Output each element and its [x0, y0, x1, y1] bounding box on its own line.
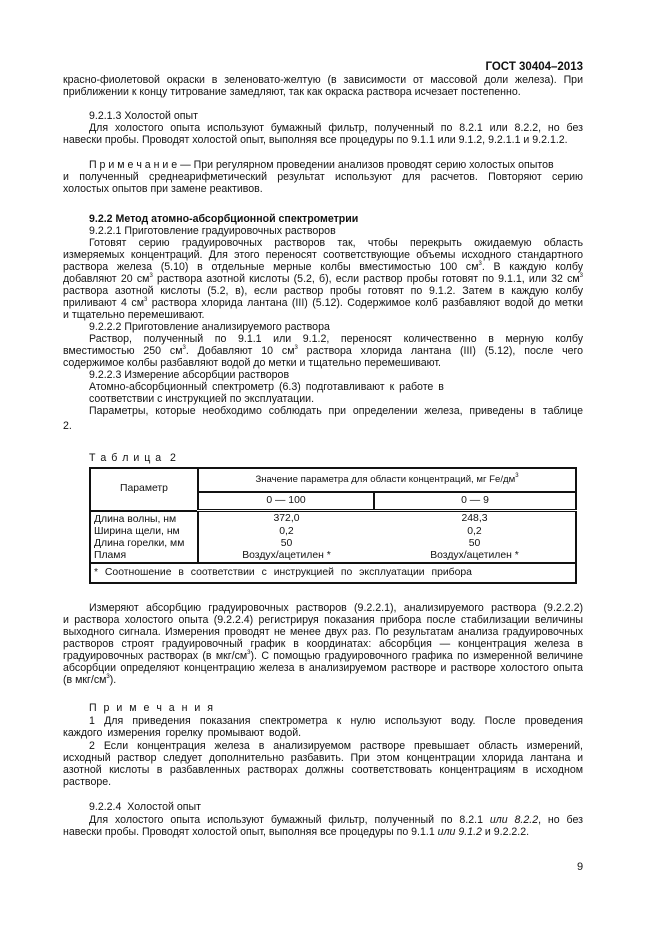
- text-line: [63, 674, 583, 686]
- value-cell: 372,0: [273, 512, 300, 524]
- page-number: 9: [577, 861, 584, 873]
- text-line: выходного сигнала. Измерения проводят не менее двух раз. По результатам анализа градуировочных: [63, 626, 583, 638]
- text-line: Атомно-абсорбционный спектрометр (6.3) подготавливают к работе в: [89, 381, 444, 393]
- text-span: ). С помощью градуировочного графика по измеренной величине: [250, 650, 583, 662]
- text-span-italic: или 9.1.2: [437, 826, 482, 838]
- text-line: [63, 826, 583, 838]
- text-line: 2.: [63, 420, 72, 432]
- text-span: . В каждую колбу: [481, 261, 583, 273]
- text-span: ).: [109, 674, 117, 686]
- notes-label: П р и м е ч а н и я: [89, 702, 216, 714]
- superscript: 3: [106, 674, 110, 680]
- section-heading: 9.2.2 Метод атомно-абсорбционной спектрометрии: [89, 213, 359, 225]
- note-label: П р и м е ч а н и е: [89, 159, 178, 171]
- text-span: раствора хлорида лантана (III) (5.12), после чего: [297, 345, 583, 357]
- superscript: 3: [515, 473, 519, 479]
- text-line: [63, 261, 583, 273]
- text-span: навески пробы. Проводят холостой опыт, выполняя все процедуры по 9.1.1: [63, 826, 438, 838]
- text-span: добавляют 20 см: [63, 273, 150, 285]
- text-line: Для холостого опыта используют бумажный фильтр, полученный по 8.2.1 или 8.2.2, но без: [89, 122, 583, 134]
- text-span: раствора железа (5.10) в отдельные мерные колбы вместимостью 100 см: [63, 261, 479, 273]
- table-row: [90, 538, 576, 550]
- text-line: Раствор, полученный по 9.1.1 или 9.1.2, переносят количественно в мерную колбу: [89, 333, 583, 345]
- subsection-heading: 9.2.2.3 Измерение абсорбции растворов: [89, 369, 290, 381]
- text-span: , но без: [538, 814, 584, 826]
- text-line: растворе.: [63, 776, 112, 788]
- value-cell: Воздух/ацетилен *: [242, 549, 331, 561]
- value-cell: Воздух/ацетилен *: [374, 550, 576, 563]
- text-line: Готовят серию градуировочных растворов так, чтобы перекрыть ожидаемую область: [89, 237, 583, 249]
- header-text: Значение параметра для области концентраций, мг Fe/дм: [255, 474, 516, 485]
- text-line: [63, 650, 583, 662]
- value-cell: 0,2: [279, 525, 294, 537]
- text-line: холостых опытов при замене реактивов.: [63, 183, 263, 195]
- range-header: 0 — 100: [198, 492, 374, 511]
- text-line: раствора азотной кислоты (5.2, в), если раствор пробы готовят по 9.1.2. Затем в каждую колбу: [63, 285, 583, 297]
- text-span: раствора азотной кислоты (5.2, б), если раствор пробы готовят по 9.1.1, или 32 см: [152, 273, 580, 285]
- superscript: 3: [182, 345, 186, 351]
- text-line: [63, 345, 583, 357]
- text-span: . Добавляют 10 см: [185, 345, 295, 357]
- text-line: растворов строят градуировочный график в координатах: абсорбция — концентрация железа в: [63, 638, 583, 650]
- text-line: азотной кислоты в разбавленных растворах должны соответствовать концентрациям в исходном: [63, 764, 583, 776]
- superscript: 3: [579, 273, 583, 279]
- text-line: и полученный среднеарифметический результат используют для расчетов. Повторяют серию: [63, 171, 583, 183]
- superscript: 3: [149, 273, 153, 279]
- table-footnote: * Соотношение в соответствии с инструкцией по эксплуатации прибора: [90, 563, 576, 583]
- subsection-heading: 9.2.2.4 Холостой опыт: [89, 801, 201, 813]
- table-row: [90, 526, 576, 538]
- value-cell: 50: [374, 538, 576, 550]
- text-line: красно-фиолетовой окраски в зеленовато-желтую (в зависимости от массовой доли железа). При: [63, 74, 583, 86]
- superscript: 3: [247, 650, 251, 656]
- text-line: исходный раствор следует дополнительно разбавить. При этом концентрации хлорида лантана и: [63, 752, 583, 764]
- text-line: [63, 297, 583, 309]
- text-span: вместимостью 250 см: [63, 345, 183, 357]
- text-span-italic: или 8.2.2: [489, 814, 539, 826]
- note-text: — При регулярном проведении анализов проводят серию холостых опытов: [180, 159, 554, 171]
- text-line: навески пробы. Проводят холостой опыт, выполняя все процедуры по 9.1.1 или 9.1.2, 9.2.1.1 и 9.2.1.2.: [63, 134, 568, 146]
- range-header: 0 — 9: [374, 492, 576, 511]
- table-row: [90, 511, 576, 526]
- value-cell: 248,3: [374, 511, 576, 526]
- subsection-heading: 9.2.2.2 Приготовление анализируемого раствора: [89, 321, 330, 333]
- param-cell: Ширина щели, нм: [90, 526, 198, 538]
- text-line: [89, 814, 583, 826]
- value-cell: 50: [280, 537, 293, 549]
- text-line: Измеряют абсорбцию градуировочных растворов (9.2.2.1), анализируемого раствора (9.2.2.2): [89, 602, 583, 614]
- param-cell: Пламя: [90, 550, 198, 563]
- column-header: [198, 468, 576, 492]
- value-cell: 0,2: [374, 526, 576, 538]
- column-header: Параметр: [90, 468, 198, 511]
- note-line: [89, 159, 583, 171]
- table-header-row: [90, 468, 576, 492]
- param-cell: Длина горелки, мм: [90, 538, 198, 550]
- text-line: 2 Если концентрация железа в анализируемом растворе превышает область измерений,: [89, 740, 583, 752]
- table-caption: Т а б л и ц а 2: [89, 452, 177, 464]
- text-span: (в мкг/см: [63, 674, 107, 686]
- text-line: содержимое колбы разбавляют водой до метки и тщательно перемешивают.: [63, 357, 441, 369]
- text-line: Параметры, которые необходимо соблюдать при определении железа, приведены в таблице: [89, 405, 583, 417]
- section-heading: 9.2.1.3 Холостой опыт: [89, 110, 199, 122]
- text-line: измеряемых концентраций. Для этого переносят соответствующие объемы исходного стандартного: [63, 249, 583, 261]
- text-line: приближении к концу титрование замедляют, так как окраска раствора исчезает постепенно.: [63, 86, 521, 98]
- superscript: 3: [143, 297, 148, 303]
- text-line: и раствора холостого опыта (9.2.2.4) регистрируя показания прибора после стабилизации величины: [63, 614, 583, 626]
- superscript: 3: [478, 261, 482, 267]
- text-line: [63, 273, 583, 285]
- text-line: и тщательно перемешивают.: [63, 309, 205, 321]
- text-span: и 9.2.2.2.: [481, 826, 530, 838]
- document-id: ГОСТ 30404–2013: [485, 61, 583, 73]
- text-line: абсорбции определяют концентрацию железа в анализируемом растворе и растворе холостого опыта: [63, 662, 583, 674]
- table-footnote-row: [90, 563, 576, 583]
- parameters-table: [89, 467, 577, 584]
- text-span: раствора хлорида лантана (III) (5.12). Содержимое колб разбавляют водой до метки: [147, 297, 584, 309]
- param-cell: Длина волны, нм: [90, 511, 198, 526]
- superscript: 3: [294, 345, 298, 351]
- text-span: Для холостого опыта используют бумажный фильтр, полученный по 8.2.1: [89, 814, 490, 826]
- text-line: 1 Для приведения показания спектрометра к нулю используют воду. После проведения: [89, 715, 583, 727]
- text-line: каждого измерения горелку промывают водой.: [63, 727, 302, 739]
- text-line: соответствии с инструкцией по эксплуатации.: [89, 393, 315, 405]
- text-span: приливают 4 см: [63, 297, 144, 309]
- table-row: [90, 550, 576, 563]
- subsection-heading: 9.2.2.1 Приготовление градуировочных растворов: [89, 225, 336, 237]
- text-span: градуировочных растворах (в мкг/см: [63, 650, 248, 662]
